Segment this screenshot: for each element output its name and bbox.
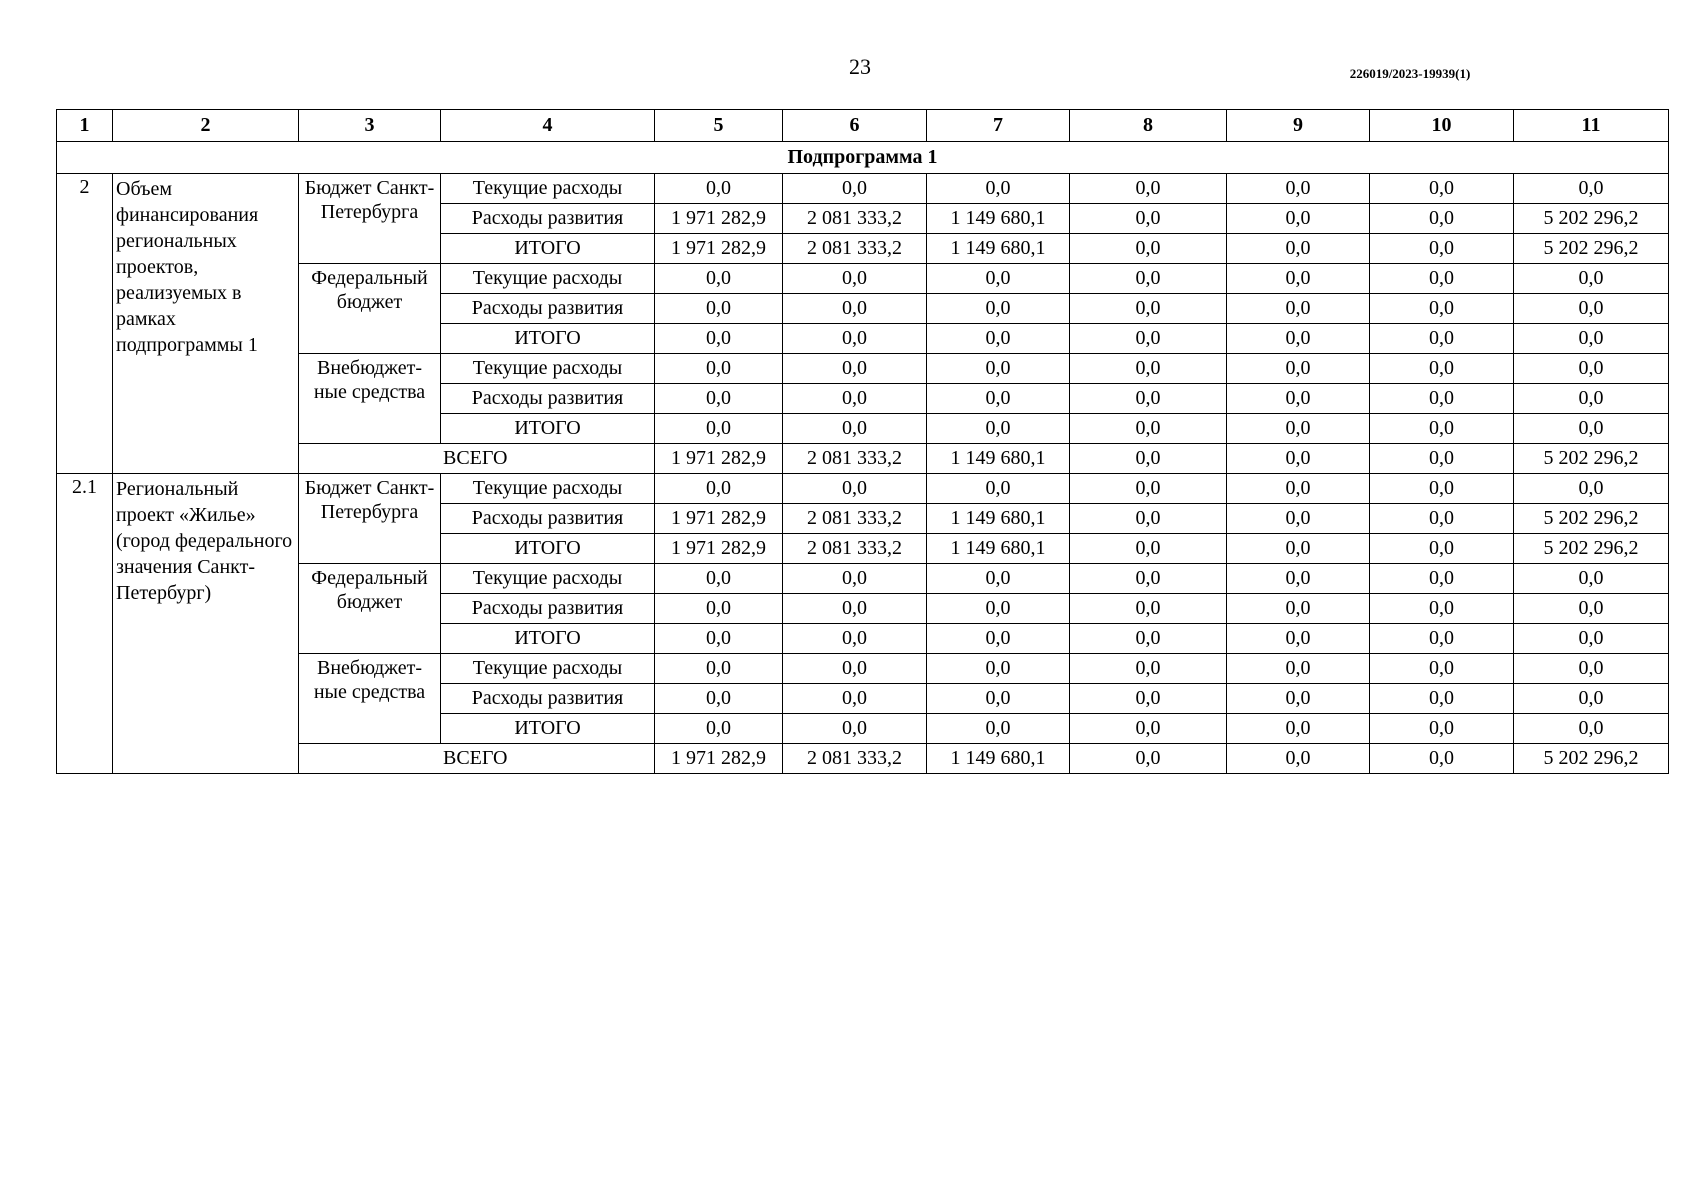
total-amount-cell: 5 202 296,2 xyxy=(1514,444,1669,474)
amount-cell: 0,0 xyxy=(1514,354,1669,384)
indicator-name: Региональный проект «Жилье» (город федерального значения Санкт-Петербург) xyxy=(113,474,299,774)
amount-cell: 0,0 xyxy=(927,594,1070,624)
amount-cell: 0,0 xyxy=(655,294,783,324)
column-number-header: 1 xyxy=(57,110,113,142)
expense-type: Расходы развития xyxy=(441,504,655,534)
amount-cell: 0,0 xyxy=(655,414,783,444)
amount-cell: 0,0 xyxy=(655,174,783,204)
funding-source: Бюджет Санкт-Петербурга xyxy=(299,474,441,564)
amount-cell: 0,0 xyxy=(1514,414,1669,444)
amount-cell: 0,0 xyxy=(783,684,927,714)
amount-cell: 0,0 xyxy=(1370,654,1514,684)
column-number-header: 3 xyxy=(299,110,441,142)
indicator-name: Объем финансирования региональных проектов, реализуемых в рамках подпрограммы 1 xyxy=(113,174,299,474)
amount-cell: 0,0 xyxy=(1514,174,1669,204)
amount-cell: 0,0 xyxy=(655,564,783,594)
amount-cell: 0,0 xyxy=(1227,474,1370,504)
column-number-header: 8 xyxy=(1070,110,1227,142)
amount-cell: 0,0 xyxy=(783,564,927,594)
amount-cell: 0,0 xyxy=(1370,714,1514,744)
total-row xyxy=(57,444,1669,474)
amount-cell: 0,0 xyxy=(1070,354,1227,384)
amount-cell: 0,0 xyxy=(655,684,783,714)
amount-cell: 0,0 xyxy=(1370,594,1514,624)
amount-cell: 0,0 xyxy=(783,264,927,294)
amount-cell: 0,0 xyxy=(1370,504,1514,534)
amount-cell: 0,0 xyxy=(1370,324,1514,354)
amount-cell: 5 202 296,2 xyxy=(1514,204,1669,234)
amount-cell: 0,0 xyxy=(783,324,927,354)
amount-cell: 0,0 xyxy=(1070,564,1227,594)
amount-cell: 0,0 xyxy=(1070,414,1227,444)
amount-cell: 0,0 xyxy=(783,384,927,414)
amount-cell: 0,0 xyxy=(927,294,1070,324)
amount-cell: 0,0 xyxy=(655,324,783,354)
amount-cell: 0,0 xyxy=(927,684,1070,714)
amount-cell: 0,0 xyxy=(1514,654,1669,684)
amount-cell: 0,0 xyxy=(1514,594,1669,624)
amount-cell: 1 971 282,9 xyxy=(655,204,783,234)
amount-cell: 0,0 xyxy=(1370,354,1514,384)
total-label: ВСЕГО xyxy=(299,744,655,774)
amount-cell: 0,0 xyxy=(1370,384,1514,414)
amount-cell: 0,0 xyxy=(1070,174,1227,204)
amount-cell: 0,0 xyxy=(1070,504,1227,534)
amount-cell: 0,0 xyxy=(1370,234,1514,264)
amount-cell: 1 149 680,1 xyxy=(927,234,1070,264)
amount-cell: 0,0 xyxy=(655,714,783,744)
amount-cell: 1 149 680,1 xyxy=(927,534,1070,564)
column-number-header: 9 xyxy=(1227,110,1370,142)
column-number-header: 7 xyxy=(927,110,1070,142)
total-amount-cell: 0,0 xyxy=(1227,444,1370,474)
amount-cell: 0,0 xyxy=(1070,594,1227,624)
amount-cell: 0,0 xyxy=(1370,624,1514,654)
amount-cell: 0,0 xyxy=(927,384,1070,414)
page-number: 23 xyxy=(849,54,871,79)
amount-cell: 2 081 333,2 xyxy=(783,504,927,534)
amount-cell: 0,0 xyxy=(1370,174,1514,204)
amount-cell: 0,0 xyxy=(1227,624,1370,654)
amount-cell: 0,0 xyxy=(1227,264,1370,294)
amount-cell: 0,0 xyxy=(1227,204,1370,234)
amount-cell: 0,0 xyxy=(1227,684,1370,714)
amount-cell: 0,0 xyxy=(927,474,1070,504)
amount-cell: 0,0 xyxy=(783,294,927,324)
amount-cell: 5 202 296,2 xyxy=(1514,534,1669,564)
amount-cell: 0,0 xyxy=(1370,414,1514,444)
amount-cell: 0,0 xyxy=(1070,474,1227,504)
amount-cell: 0,0 xyxy=(1227,654,1370,684)
amount-cell: 1 971 282,9 xyxy=(655,534,783,564)
row-number: 2 xyxy=(57,174,113,474)
total-amount-cell: 1 971 282,9 xyxy=(655,744,783,774)
amount-cell: 0,0 xyxy=(1370,474,1514,504)
amount-cell: 0,0 xyxy=(1514,714,1669,744)
amount-cell: 0,0 xyxy=(1070,624,1227,654)
amount-cell: 0,0 xyxy=(1227,414,1370,444)
amount-cell: 0,0 xyxy=(927,264,1070,294)
amount-cell: 0,0 xyxy=(1070,384,1227,414)
amount-cell: 1 149 680,1 xyxy=(927,504,1070,534)
amount-cell: 0,0 xyxy=(1370,264,1514,294)
total-amount-cell: 2 081 333,2 xyxy=(783,744,927,774)
column-number-header: 5 xyxy=(655,110,783,142)
expense-type: ИТОГО xyxy=(441,414,655,444)
row-number: 2.1 xyxy=(57,474,113,774)
amount-cell: 0,0 xyxy=(1227,714,1370,744)
expense-type: Расходы развития xyxy=(441,684,655,714)
amount-cell: 0,0 xyxy=(655,354,783,384)
total-amount-cell: 0,0 xyxy=(1370,744,1514,774)
total-amount-cell: 0,0 xyxy=(1227,744,1370,774)
expense-type: ИТОГО xyxy=(441,324,655,354)
amount-cell: 0,0 xyxy=(927,174,1070,204)
amount-cell: 0,0 xyxy=(927,564,1070,594)
amount-cell: 0,0 xyxy=(1370,684,1514,714)
table-row xyxy=(57,354,1669,384)
amount-cell: 0,0 xyxy=(1227,504,1370,534)
amount-cell: 0,0 xyxy=(783,414,927,444)
expense-type: Расходы развития xyxy=(441,384,655,414)
amount-cell: 0,0 xyxy=(655,654,783,684)
amount-cell: 0,0 xyxy=(655,594,783,624)
amount-cell: 0,0 xyxy=(655,624,783,654)
funding-source: Внебюджет-ные средства xyxy=(299,354,441,444)
amount-cell: 0,0 xyxy=(1227,294,1370,324)
amount-cell: 0,0 xyxy=(783,714,927,744)
column-number-header: 10 xyxy=(1370,110,1514,142)
amount-cell: 1 971 282,9 xyxy=(655,504,783,534)
total-amount-cell: 1 149 680,1 xyxy=(927,444,1070,474)
amount-cell: 0,0 xyxy=(1514,624,1669,654)
amount-cell: 2 081 333,2 xyxy=(783,204,927,234)
amount-cell: 0,0 xyxy=(1514,564,1669,594)
amount-cell: 0,0 xyxy=(783,174,927,204)
amount-cell: 0,0 xyxy=(1227,354,1370,384)
expense-type: ИТОГО xyxy=(441,714,655,744)
amount-cell: 0,0 xyxy=(1514,324,1669,354)
column-number-header: 11 xyxy=(1514,110,1669,142)
amount-cell: 1 149 680,1 xyxy=(927,204,1070,234)
amount-cell: 0,0 xyxy=(1070,534,1227,564)
amount-cell: 0,0 xyxy=(1070,294,1227,324)
amount-cell: 0,0 xyxy=(1227,324,1370,354)
subprogram-title: Подпрограмма 1 xyxy=(57,142,1669,174)
column-number-row xyxy=(57,110,1669,142)
funding-source: Внебюджет-ные средства xyxy=(299,654,441,744)
total-amount-cell: 5 202 296,2 xyxy=(1514,744,1669,774)
amount-cell: 0,0 xyxy=(783,594,927,624)
total-amount-cell: 1 149 680,1 xyxy=(927,744,1070,774)
expense-type: Расходы развития xyxy=(441,294,655,324)
total-label: ВСЕГО xyxy=(299,444,655,474)
amount-cell: 0,0 xyxy=(1070,324,1227,354)
amount-cell: 0,0 xyxy=(1227,594,1370,624)
table-row xyxy=(57,174,1669,204)
amount-cell: 0,0 xyxy=(655,264,783,294)
amount-cell: 0,0 xyxy=(1070,204,1227,234)
expense-type: Текущие расходы xyxy=(441,354,655,384)
amount-cell: 0,0 xyxy=(927,324,1070,354)
amount-cell: 0,0 xyxy=(655,384,783,414)
amount-cell: 2 081 333,2 xyxy=(783,534,927,564)
column-number-header: 4 xyxy=(441,110,655,142)
amount-cell: 0,0 xyxy=(1514,264,1669,294)
table-row xyxy=(57,564,1669,594)
amount-cell: 0,0 xyxy=(1070,654,1227,684)
amount-cell: 0,0 xyxy=(1514,294,1669,324)
amount-cell: 0,0 xyxy=(1370,534,1514,564)
total-amount-cell: 0,0 xyxy=(1370,444,1514,474)
expense-type: Текущие расходы xyxy=(441,174,655,204)
amount-cell: 0,0 xyxy=(1070,714,1227,744)
amount-cell: 0,0 xyxy=(1514,474,1669,504)
table-row xyxy=(57,474,1669,504)
column-number-header: 6 xyxy=(783,110,927,142)
amount-cell: 0,0 xyxy=(655,474,783,504)
amount-cell: 0,0 xyxy=(927,354,1070,384)
total-amount-cell: 2 081 333,2 xyxy=(783,444,927,474)
amount-cell: 0,0 xyxy=(927,654,1070,684)
expense-type: ИТОГО xyxy=(441,234,655,264)
amount-cell: 5 202 296,2 xyxy=(1514,504,1669,534)
amount-cell: 0,0 xyxy=(1070,684,1227,714)
expense-type: Текущие расходы xyxy=(441,474,655,504)
financing-table xyxy=(56,109,1669,774)
amount-cell: 0,0 xyxy=(1227,564,1370,594)
amount-cell: 2 081 333,2 xyxy=(783,234,927,264)
amount-cell: 0,0 xyxy=(927,714,1070,744)
amount-cell: 0,0 xyxy=(1370,294,1514,324)
total-amount-cell: 1 971 282,9 xyxy=(655,444,783,474)
amount-cell: 0,0 xyxy=(927,624,1070,654)
funding-source: Федеральный бюджет xyxy=(299,264,441,354)
expense-type: Текущие расходы xyxy=(441,264,655,294)
amount-cell: 0,0 xyxy=(1070,264,1227,294)
expense-type: Текущие расходы xyxy=(441,654,655,684)
expense-type: ИТОГО xyxy=(441,624,655,654)
amount-cell: 0,0 xyxy=(1514,384,1669,414)
amount-cell: 0,0 xyxy=(1227,234,1370,264)
amount-cell: 0,0 xyxy=(783,354,927,384)
funding-source: Бюджет Санкт-Петербурга xyxy=(299,174,441,264)
amount-cell: 0,0 xyxy=(927,414,1070,444)
amount-cell: 0,0 xyxy=(1070,234,1227,264)
document-reference: 226019/2023-19939(1) xyxy=(1349,66,1471,81)
column-number-header: 2 xyxy=(113,110,299,142)
funding-source: Федеральный бюджет xyxy=(299,564,441,654)
amount-cell: 0,0 xyxy=(1370,204,1514,234)
table-row xyxy=(57,654,1669,684)
amount-cell: 1 971 282,9 xyxy=(655,234,783,264)
expense-type: Расходы развития xyxy=(441,594,655,624)
amount-cell: 0,0 xyxy=(1227,534,1370,564)
expense-type: Текущие расходы xyxy=(441,564,655,594)
expense-type: Расходы развития xyxy=(441,204,655,234)
amount-cell: 0,0 xyxy=(783,624,927,654)
amount-cell: 0,0 xyxy=(783,474,927,504)
amount-cell: 0,0 xyxy=(1227,384,1370,414)
amount-cell: 0,0 xyxy=(1370,564,1514,594)
total-row xyxy=(57,744,1669,774)
subprogram-row xyxy=(57,142,1669,174)
table-row xyxy=(57,264,1669,294)
total-amount-cell: 0,0 xyxy=(1070,744,1227,774)
amount-cell: 0,0 xyxy=(1514,684,1669,714)
amount-cell: 0,0 xyxy=(783,654,927,684)
total-amount-cell: 0,0 xyxy=(1070,444,1227,474)
amount-cell: 5 202 296,2 xyxy=(1514,234,1669,264)
expense-type: ИТОГО xyxy=(441,534,655,564)
amount-cell: 0,0 xyxy=(1227,174,1370,204)
